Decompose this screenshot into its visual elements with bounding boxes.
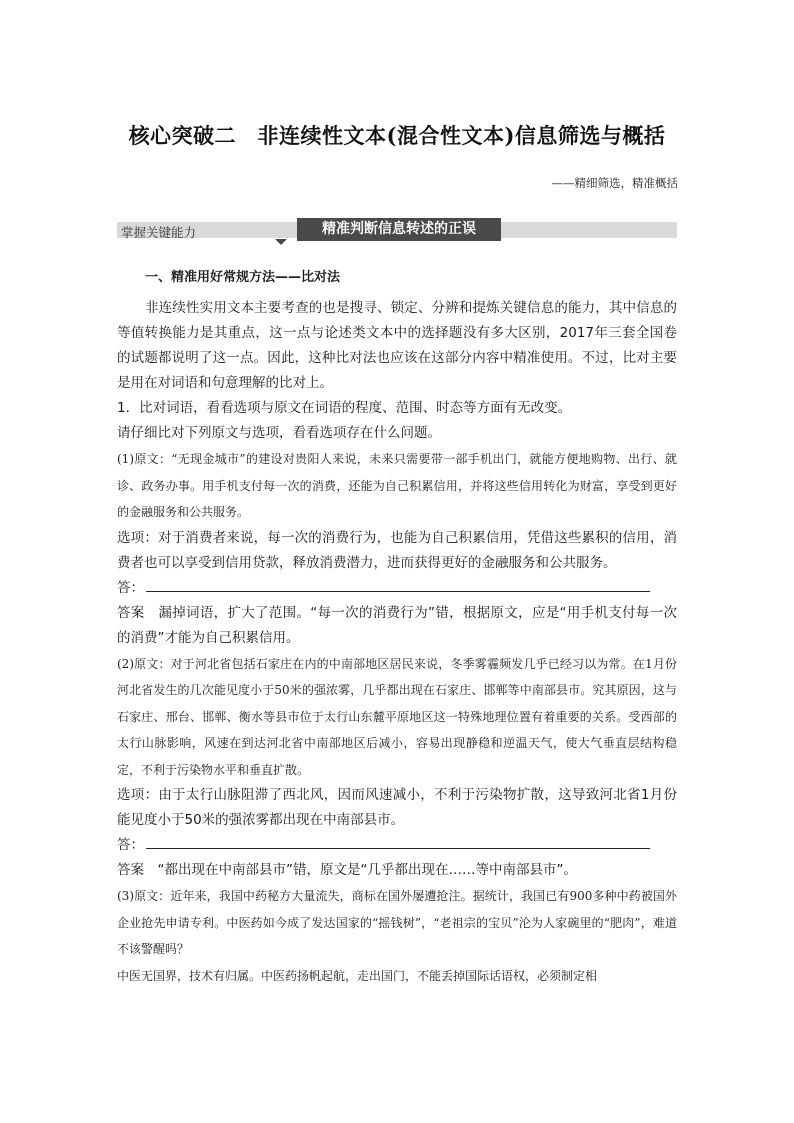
item-2-source: (2)原文：对于河北省包括石家庄在内的中南部地区居民来说，冬季雾霾频发几乎已经习以为常。在1月份河北省发生的几次能见度小于50米的强浓雾，几乎都出现在石家庄、邯郸等中南部县市。究其原因，这与石家庄、邢台、邯郸、衡水等县市位于太行山东麓平原地区这一特殊地理位置有着重要的关系。受西部的太行山脉影响，风速在到达河北省中南部地区后减小，容易出现静稳和逆温天气，使大气垂直层结构稳定，不利于污染物水平和垂直扩散。: [117, 656, 677, 777]
trailing-text: 中医无国界，技术有归属。中医药扬帆起航，走出国门，不能丢掉国际话语权，必须制定相: [117, 968, 598, 983]
item-3-source: (3)原文：近年来，我国中药秘方大量流失，商标在国外屡遭抢注。据统计，我国已有900多种中药被国外企业抢先申请专利。中医药如今成了发达国家的“摇钱树”，“老祖宗的宝贝”沦为人家碗里的“肥肉”，难道不该警醒吗？: [117, 889, 677, 956]
instruction: 请仔细比对下列原文与选项，看看选项存在什么问题。: [117, 425, 441, 441]
item-2-answer-prompt: 答：: [117, 837, 144, 853]
item-2-option: 选项：由于太行山脉阻滞了西北风，因而风速减小，不利于污染物扩散，这导致河北省1月份能见度小于50米的强浓雾都出现在中南部县市。: [117, 787, 677, 828]
item-1-answer-prompt: 答：: [117, 579, 144, 596]
item-1-answer-underline[interactable]: [146, 577, 650, 592]
banner-left-label: 掌握关键能力: [121, 225, 197, 240]
item-1-option: 选项：对于消费者来说，每一次的消费行为，也能为自己积累信用，凭借这些累积的信用，消费者也可以享受到信用贷款，释放消费潜力，进而获得更好的金融服务和公共服务。: [117, 529, 677, 571]
item-1-answer: 答案 漏掉词语，扩大了范围。“每一次的消费行为”错，根据原文，应是“用手机支付每一次的消费”才能为自己积累信用。: [117, 604, 677, 646]
item-2-answer-field[interactable]: [117, 833, 677, 858]
item-1-source: (1)原文：“无现金城市”的建设对贵阳人来说，未来只需要带一部手机出门，就能方便地购物、出行、就诊、政务办事。用手机支付每一次的消费，还能为自己积累信用，并将这些信用转化为财富，享受到更好的金融服务和公共服务。: [117, 452, 677, 519]
section-heading: 一、精准用好常规方法——比对法: [145, 270, 341, 285]
page-title: 核心突破二 非连续性文本(混合性文本)信息筛选与概括: [128, 123, 666, 148]
item-1-answer-field[interactable]: [117, 576, 677, 601]
intro-paragraph: 非连续性实用文本主要考查的也是搜寻、锁定、分辨和提炼关键信息的能力，其中信息的等值转换能力是其重点，这一点与论述类文本中的选择题没有多大区别，2017年三套全国卷的试题都说明了这一点。因此，这种比对法也应该在这部分内容中精准使用。不过，比对主要是用在对词语和句意理解的比对上。: [117, 300, 677, 391]
item-2-answer-underline[interactable]: [146, 834, 650, 849]
main-content: [117, 268, 677, 989]
item-2-answer: 答案 “都出现在中南部县市”错，原文是“几乎都出现在……等中南部县市”。: [117, 862, 577, 878]
banner-tab-label: 精准判断信息转述的正误: [297, 218, 501, 241]
page-subtitle: ——精细筛选，精准概括: [551, 176, 678, 190]
point-1: 1．比对词语，看看选项与原文在词语的程度、范围、时态等方面有无改变。: [117, 400, 572, 416]
banner-tab-pointer-icon: [275, 239, 287, 245]
section-banner: [117, 222, 677, 238]
